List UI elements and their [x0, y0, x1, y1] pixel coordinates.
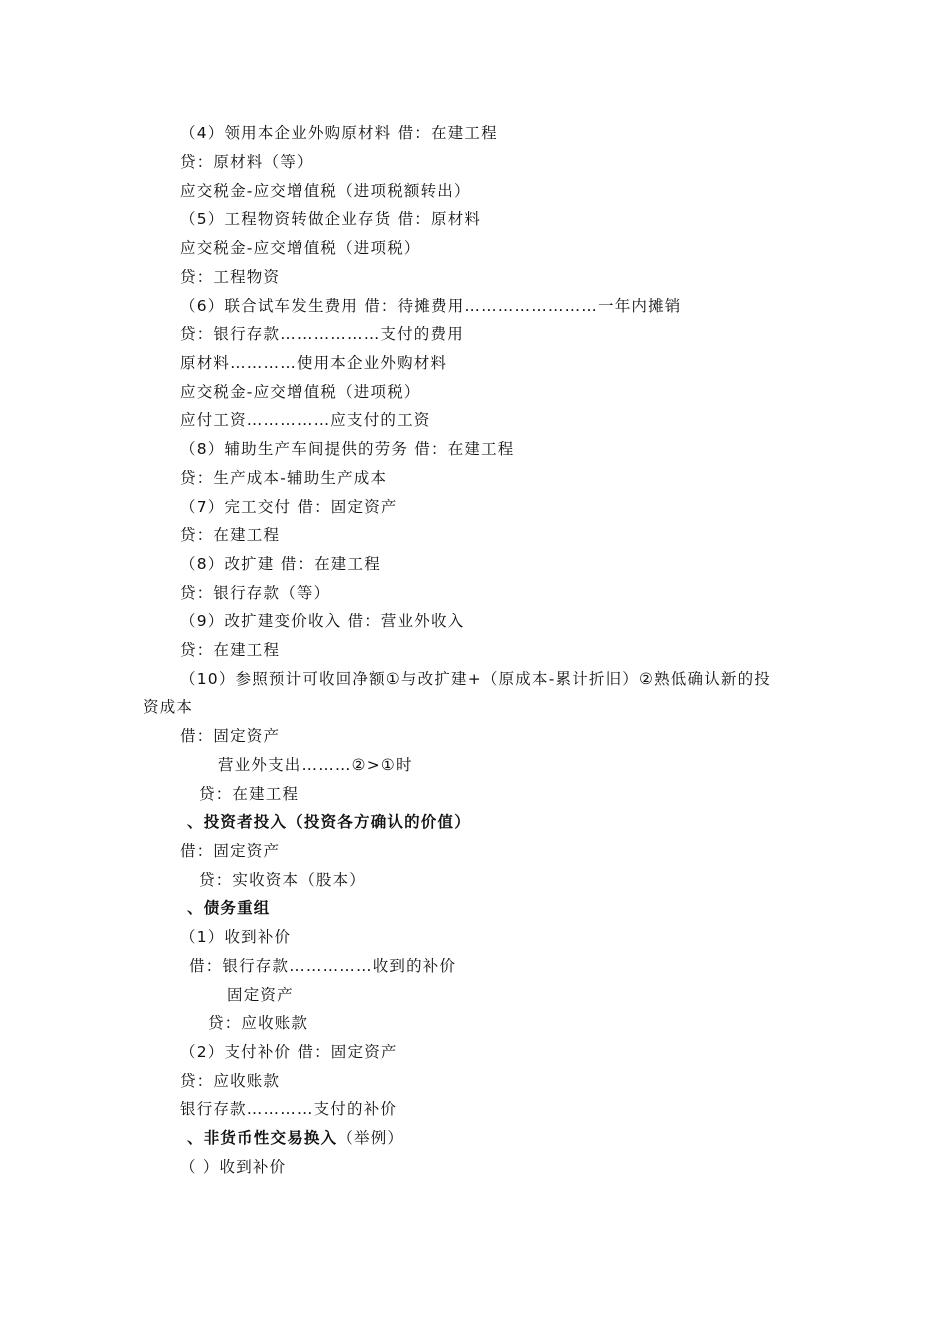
text-line-30: 借：银行存款……………收到的补价 [189, 957, 457, 975]
text-line-33: （2）支付补价 借：固定资产 [180, 1043, 398, 1061]
text-line-12: （8）辅助生产车间提供的劳务 借：在建工程 [180, 440, 515, 458]
section-heading-debt: 、债务重组 [187, 899, 271, 917]
text-line-27: 贷：实收资本（股本） [199, 871, 367, 889]
text-line-20: （10）参照预计可收回净额①与改扩建+（原成本-累计折旧）②熟低确认新的投 [180, 670, 771, 688]
text-line-2: 贷：原材料（等） [180, 153, 314, 171]
text-line-10: 应交税金-应交增值税（进项税） [180, 383, 421, 401]
text-line-4: （5）工程物资转做企业存货 借：原材料 [180, 210, 482, 228]
text-line-9: 原材料…………使用本企业外购材料 [180, 354, 448, 372]
text-line-29: （1）收到补价 [180, 928, 292, 946]
section-heading-nonmonetary-note: （举例） [337, 1129, 405, 1147]
text-line-23: 营业外支出………②>①时 [218, 756, 413, 774]
text-line-26: 借：固定资产 [180, 842, 281, 860]
text-line-19: 贷：在建工程 [180, 641, 281, 659]
section-heading-nonmonetary-title: 、非货币性交易换入 [187, 1129, 338, 1147]
text-line-31: 固定资产 [227, 986, 294, 1004]
text-line-1: （4）领用本企业外购原材料 借：在建工程 [180, 124, 498, 142]
section-heading-nonmonetary [187, 1128, 404, 1148]
section-heading-investor: 、投资者投入（投资各方确认的价值） [187, 813, 471, 831]
text-line-37: （ ）收到补价 [180, 1158, 287, 1176]
text-line-32: 贷：应收账款 [208, 1014, 309, 1032]
text-line-17: 贷：银行存款（等） [180, 584, 331, 602]
text-line-5: 应交税金-应交增值税（进项税） [180, 239, 421, 257]
text-line-8: 贷：银行存款………………支付的费用 [180, 325, 464, 343]
text-line-14: （7）完工交付 借：固定资产 [180, 498, 398, 516]
text-line-16: （8）改扩建 借：在建工程 [180, 555, 381, 573]
text-line-18: （9）改扩建变价收入 借：营业外收入 [180, 612, 465, 630]
text-line-13: 贷：生产成本-辅助生产成本 [180, 469, 388, 487]
text-line-35: 银行存款…………支付的补价 [180, 1100, 398, 1118]
text-line-24: 贷：在建工程 [199, 785, 300, 803]
text-line-11: 应付工资……………应支付的工资 [180, 411, 431, 429]
text-line-34: 贷：应收账款 [180, 1072, 281, 1090]
text-line-6: 贷：工程物资 [180, 268, 281, 286]
text-line-15: 贷：在建工程 [180, 526, 281, 544]
text-line-21: 资成本 [143, 698, 194, 716]
text-line-7: （6）联合试车发生费用 借：待摊费用……………………一年内摊销 [180, 297, 682, 315]
text-line-3: 应交税金-应交增值税（进项税额转出） [180, 182, 471, 200]
text-line-22: 借：固定资产 [180, 727, 281, 745]
